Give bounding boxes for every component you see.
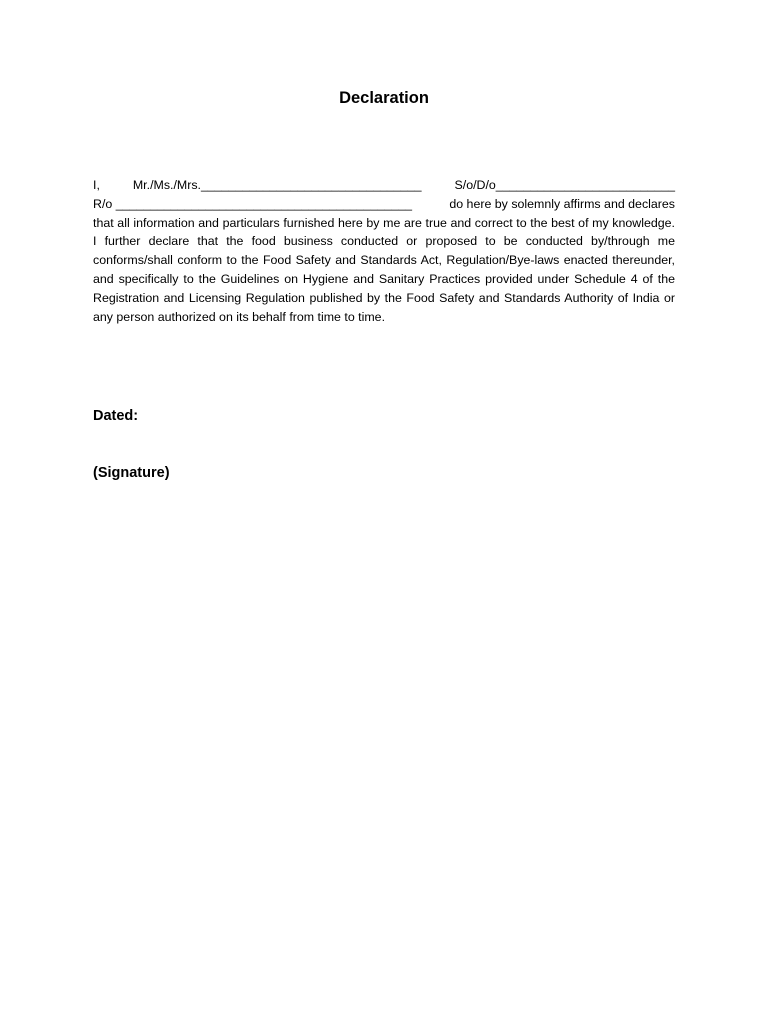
document-title: Declaration	[339, 89, 429, 107]
declaration-line-2	[93, 195, 675, 214]
signature-label: (Signature)	[93, 465, 170, 481]
residence-blank: R/o ___________________________________________	[93, 196, 413, 211]
declaration-body	[93, 176, 675, 326]
affirmation-text: do here by solemnly affirms and declares	[449, 196, 675, 211]
declarant-pronoun: I,	[93, 178, 100, 192]
declaration-paragraph: that all information and particulars furnished here by me are true and correct to the best of my knowledge. I further declare that the food business conducted or proposed to be conducted by/through me conforms/shall conform to the Food Safety and Standards Act, Regulation/Bye-laws enacted thereunder, and specifically to the Guidelines on Hygiene and Sanitary Practices provided under Schedule 4 of the Registration and Licensing Regulation published by the Food Safety and Standards Authority of India or any person authorized on its behalf from time to time.	[93, 215, 675, 324]
declaration-line-1	[93, 176, 675, 195]
dated-label: Dated:	[93, 408, 139, 424]
relation-blank: S/o/D/o__________________________	[454, 178, 675, 192]
salutation-blank: Mr./Ms./Mrs.________________________________	[132, 178, 422, 192]
